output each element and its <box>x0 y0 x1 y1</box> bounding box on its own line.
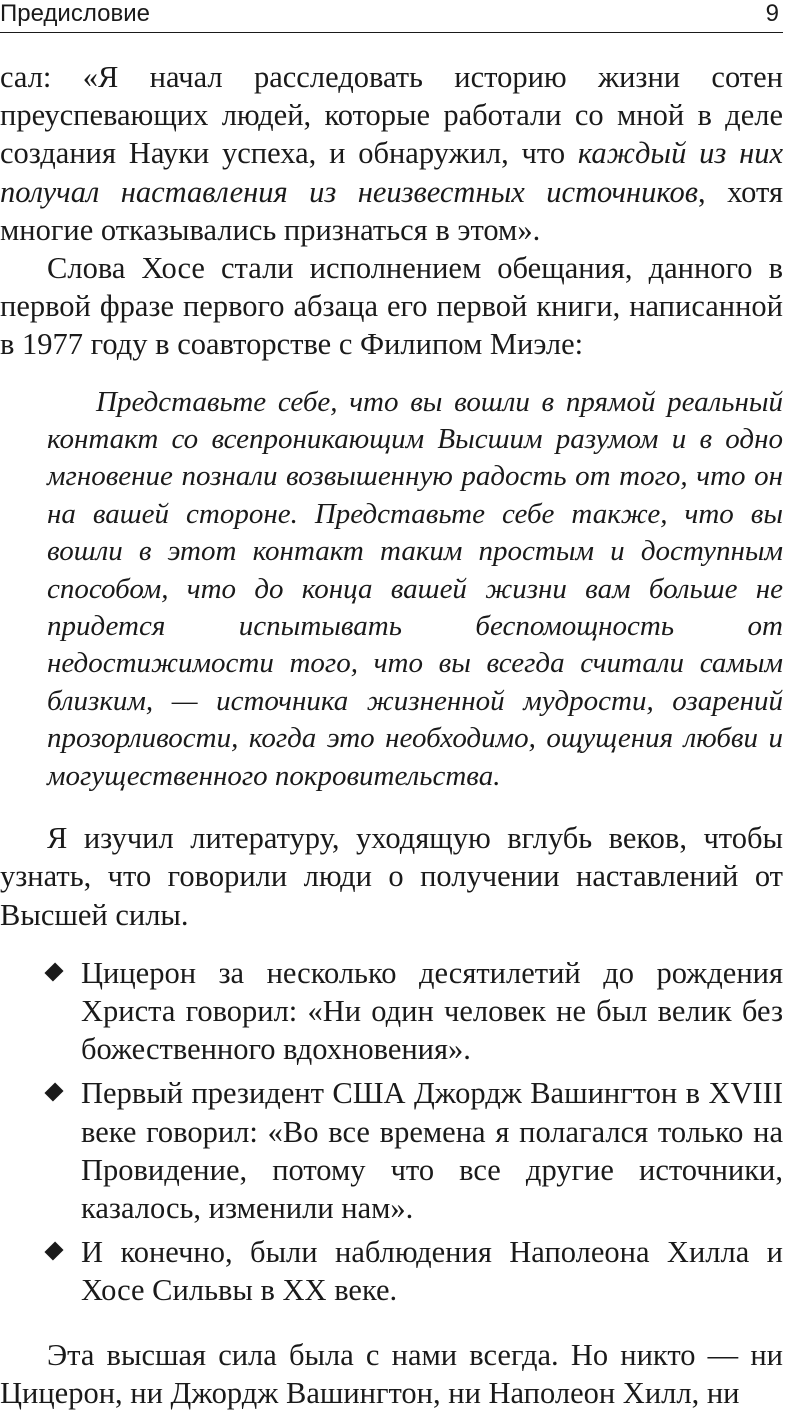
list-item <box>0 1074 783 1227</box>
section-title: Предисловие <box>0 0 150 27</box>
block-quote <box>0 384 783 795</box>
quote-text: Представьте себе, что вы вошли в прямой реальный контакт со всепроникающим Высшим разумом и в одно мгновение познали возвышенную радость от того, что он на вашей стороне. Представьте себе также, что вы вошли в этот контакт таким простым и доступным способом, что до конца вашей жизни вам больше не придется испытывать беспомощность от недостижимости того, что вы всегда считали самым близким, — источника жизненной мудрости, озарений прозорливости, когда это необходимо, ощущения любви и могущественного покровительства. <box>47 385 783 792</box>
paragraph: Я изучил литературу, уходящую вглубь веков, чтобы узнать, что говорили люди о получении наставлений от Высшей силы. <box>0 821 783 932</box>
list-item <box>0 1233 783 1309</box>
list-item-text: Цицерон за несколько десятилетий до рождения Христа говорил: «Ни один человек не был велик без божественного вдохновения». <box>81 955 783 1067</box>
diamond-bullet-icon <box>44 1083 63 1102</box>
emphasized-phrase: каждый из них получал наставления из неизвестных источников <box>0 136 784 209</box>
body-text <box>0 58 783 1412</box>
running-header <box>0 0 783 33</box>
diamond-bullet-icon <box>44 962 63 981</box>
list-item-text: Первый президент США Джордж Вашингтон в XVIII веке говорил: «Во все времена я полагался только на Провидение, потому что все другие источники, казалось, изменили нам». <box>81 1076 783 1225</box>
diamond-bullet-icon <box>44 1242 63 1261</box>
paragraph-lead: сал: «Я начал расследовать историю жизни сотен преуспевающих людей, которые работали со мной в деле создания Науки успеха, и обнаружил, что <box>0 60 783 171</box>
page-number: 9 <box>765 0 779 27</box>
paragraph: Эта высшая сила была с нами всегда. Но никто — ни Цицерон, ни Джордж Вашингтон, ни Наполеон Хилл, ни <box>0 1337 783 1410</box>
bullet-list <box>0 954 783 1310</box>
paragraph: Слова Хосе стали исполнением обещания, данного в первой фразе первого абзаца его первой книги, написанной в 1977 году в соавторстве с Филипом Миэле: <box>0 251 783 362</box>
list-item <box>0 954 783 1069</box>
paragraph-continuation <box>0 58 783 249</box>
paragraph-tail: , хотя многие отказывались признаться в этом». <box>0 174 783 247</box>
list-item-text: И конечно, были наблюдения Наполеона Хилла и Хосе Сильвы в XX веке. <box>81 1235 783 1308</box>
